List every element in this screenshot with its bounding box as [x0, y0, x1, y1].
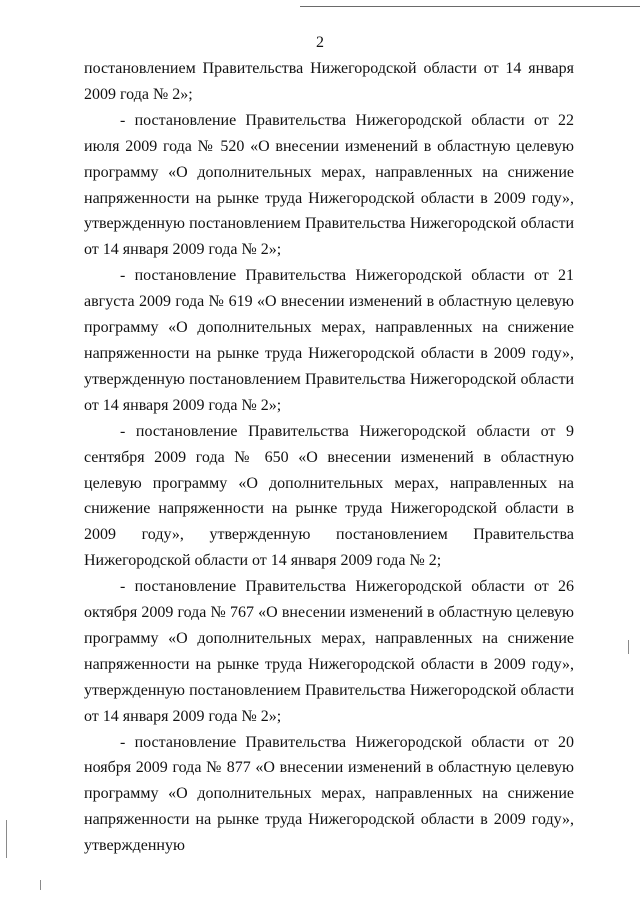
paragraph-resolution-767: - постановление Правительства Нижегородской области от 26 октября 2009 года № 767 «О внесении изменений в областную целевую программу «О дополнительных мерах, направленных на снижение напряженности на рынке труда Нижегородской области в 2009 году», утвержденную постановлением Правительства Нижегородской области от 14 января 2009 года № 2»; [84, 578, 574, 725]
paragraph-continuation: постановлением Правительства Нижегородской области от 14 января 2009 года № 2»; [84, 60, 574, 103]
document-body [84, 56, 574, 859]
paragraph-resolution-650: - постановление Правительства Нижегородской области от 9 сентября 2009 года № 650 «О внесении изменений в областную целевую программу «О дополнительных мерах, направленных на снижение напряженности на рынке труда Нижегородской области в 2009 году», утвержденную постановлением Правительства Нижегородской области от 14 января 2009 года № 2; [84, 422, 574, 570]
scan-artifact-mark [628, 640, 629, 654]
paragraph-resolution-520: - постановление Правительства Нижегородской области от 22 июля 2009 года № 520 «О внесении изменений в областную целевую программу «О дополнительных мерах, направленных на снижение напряженности на рынке труда Нижегородской области в 2009 году», утвержденную постановлением Правительства Нижегородской области от 14 января 2009 года № 2»; [84, 111, 574, 259]
paragraph-resolution-619: - постановление Правительства Нижегородской области от 21 августа 2009 года № 619 «О внесении изменений в областную целевую программу «О дополнительных мерах, направленных на снижение напряженности на рынке труда Нижегородской области в 2009 году», утвержденную постановлением Правительства Нижегородской области от 14 января 2009 года № 2»; [84, 267, 574, 414]
scan-artifact-mark [6, 820, 7, 858]
scan-edge-line [300, 6, 640, 7]
scan-artifact-mark [40, 880, 41, 890]
page-number: 2 [316, 34, 324, 51]
paragraph-resolution-877: - постановление Правительства Нижегородской области от 20 ноября 2009 года № 877 «О внесении изменений в областную целевую программу «О дополнительных мерах, направленных на снижение напряженности на рынке труда Нижегородской области в 2009 году», утвержденную [84, 733, 574, 855]
